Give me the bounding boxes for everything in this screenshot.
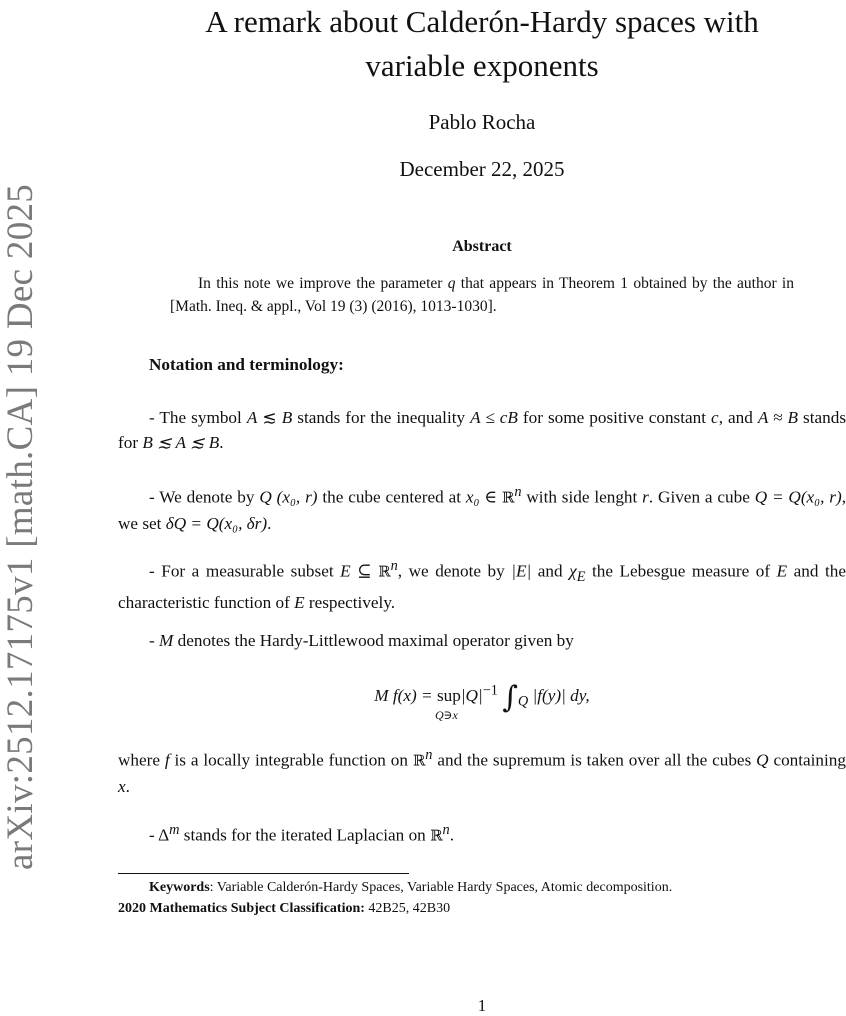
msc-footnote [118,898,846,919]
paragraph-cube [118,480,846,536]
math: f [164,750,170,770]
math: n [514,484,522,500]
text: containing [768,750,846,770]
title-line-2: variable exponents [365,48,599,83]
paragraph-where [118,743,846,799]
text: stands for [118,408,846,452]
msc-text: 42B25, 42B30 [364,901,451,916]
abstract-heading: Abstract [452,238,512,255]
text: and the characteristic function of [118,561,846,613]
keywords-text: : Variable Calderón-Hardy Spaces, Variable Hardy Spaces, Atomic decomposition. [209,880,673,895]
text: . Given a cube [648,487,755,507]
paragraph-symbol [118,405,846,455]
paragraph-maximal [118,628,846,653]
math: B ≲ A ≲ B [142,433,220,452]
text: is a locally integrable function on [169,750,413,770]
math: Q (x₀, r) [259,487,318,507]
text: - [149,825,159,845]
paragraph-measurable [118,554,846,615]
abstract-text: In this note we improve the parameter [198,275,448,292]
equation-exponent: −1 [482,682,498,699]
date: December 22, 2025 [399,157,565,181]
text: the cube centered at [317,487,466,507]
math: A [246,408,258,427]
math: E [294,593,305,613]
text: stands for the inequality [292,408,471,427]
sup-subscript: Q∋x [434,708,458,722]
math: ℝ [430,826,443,845]
text: and the supremum is taken over all the cubes [432,750,757,770]
math: ℝ [501,488,515,507]
math: E [776,561,788,581]
math: |E| [511,561,532,581]
math: ℝ [378,562,391,581]
equation-q: |Q| [460,686,483,705]
text: - The symbol [149,408,247,427]
keywords-label: Keywords [149,880,210,895]
text: , we denote by [397,561,512,581]
math: Q = Q(x₀, r) [754,487,842,507]
text: with side lenght [521,487,643,507]
math: ℝ [412,751,426,770]
section-heading: Notation and terminology: [149,355,344,374]
text: respectively. [304,593,396,613]
math: A ≈ B [757,408,799,427]
text: denotes the Hardy-Littlewood maximal operator given by [173,631,574,650]
text: . [219,433,224,452]
math: m [169,822,180,838]
math: E ⊆ [340,561,379,581]
msc-label: 2020 Mathematics Subject Classification: [118,901,365,916]
math: x [118,776,126,796]
text: - For a measurable subset [149,561,341,581]
math: A ≤ cB [470,408,518,427]
math: B [281,408,293,427]
text: the Lebesgue measure of [585,561,777,581]
equation-body [374,680,590,722]
math: δQ = Q(x₀, δr) [165,513,268,533]
text: , we set [118,487,846,533]
math: r [642,487,649,507]
integral-sign: ∫ [502,680,518,715]
math: n [442,822,450,838]
equation-lhs: M f(x) = [374,686,437,705]
text: , and [718,408,758,427]
author: Pablo Rocha [428,110,536,134]
math: Δ [158,825,170,845]
text: for some positive constant [517,408,712,427]
text: - [149,631,160,650]
math: c [711,408,719,427]
equation-rhs: |f(y)| dy, [528,686,590,705]
math: Q [756,750,769,770]
text: . [125,776,130,796]
math: E [576,569,586,586]
abstract-text: that appears in Theorem 1 obtained by the author in [Math. Ineq. & appl., Vol 19 (3) (2016), 1013-1030]. [170,275,794,315]
text: stands for the iterated Laplacian on [179,825,431,845]
footnote-rule [118,873,409,874]
equation-sup [434,686,461,722]
text: and [531,561,570,581]
arxiv-sidebar-stamp: arXiv:2512.17175v1 [math.CA] 19 Dec 2025 [0,183,41,870]
math: ≲ [257,408,282,427]
text: . [449,825,454,845]
abstract-var-q: q [447,275,456,292]
math: x₀ ∈ [465,487,502,507]
keywords-footnote [118,877,846,898]
sup-op: sup [436,686,461,705]
text: where [118,750,165,770]
abstract-body [170,272,794,318]
text: . [267,513,272,533]
math: χ [569,561,577,581]
title-line-1: A remark about Calderón-Hardy spaces with [205,4,759,39]
text: - We denote by [149,487,260,507]
paragraph-laplacian [118,818,846,849]
math: n [425,747,433,763]
maximal-equation [118,680,846,730]
math: M [159,631,174,650]
paper-title [118,0,846,88]
integral-subscript: Q [517,693,529,710]
math: n [390,558,398,574]
page-number: 1 [477,996,487,1015]
